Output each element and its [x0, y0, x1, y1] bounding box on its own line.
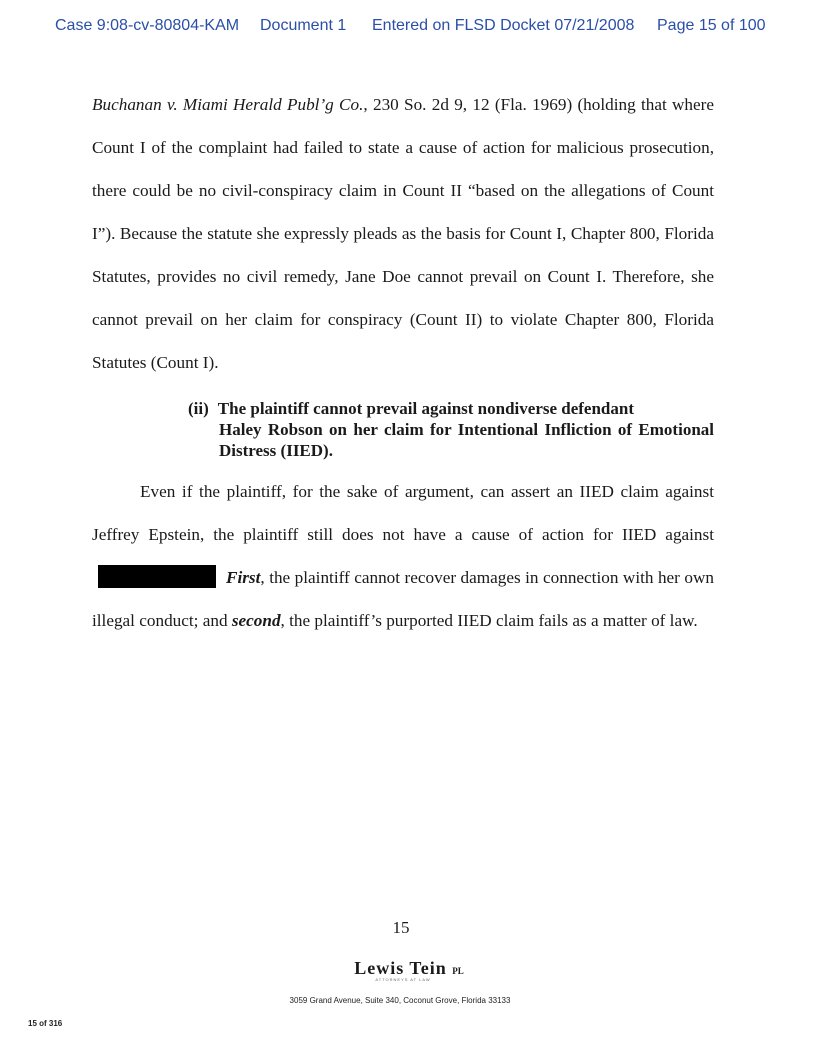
- document-number: Document 1: [260, 17, 347, 34]
- case-citation: Buchanan v. Miami Herald Publ’g Co.: [92, 95, 364, 114]
- paragraph-text-part1: Even if the plaintiff, for the sake of argument, can assert an IIED claim against Jeffrey Epstein, the plaintiff still does not have a cause of action for IIED against: [92, 482, 714, 544]
- heading-continuation: Haley Robson on her claim for Intentional Infliction of Emotional Distress (IIED).: [219, 420, 714, 460]
- emphasis-second: second: [231, 611, 281, 630]
- paragraph-text: , 230 So. 2d 9, 12 (Fla. 1969) (holding that where Count I of the complaint had failed to state a cause of action for malicious prosecution, there could be no civil-conspiracy claim in Count II “based on the allegations of Count I”). Because the statute she expressly pleads as the basis for Count I, Chapter 800, Florida Statutes, provides no civil remedy, Jane Doe cannot prevail on Count I. Therefore, she cannot prevail on her claim for conspiracy (Count II) to violate Chapter 800, Florida Statutes (Count I).: [92, 95, 714, 372]
- firm-logo: [0, 958, 818, 979]
- page-number: 15: [392, 918, 410, 937]
- paragraph-iied: [92, 470, 714, 642]
- docket-header: [0, 17, 820, 39]
- firm-address: 3059 Grand Avenue, Suite 340, Coconut Grove, Florida 33133: [289, 996, 511, 1005]
- redaction-box: [98, 565, 216, 588]
- emphasis-first: First: [226, 568, 261, 587]
- paragraph-buchanan: [92, 83, 714, 384]
- heading-line1: The plaintiff cannot prevail against nondiverse defendant: [217, 399, 635, 418]
- heading-label: (ii): [188, 399, 209, 418]
- case-number: Case 9:08-cv-80804-KAM: [55, 17, 240, 34]
- firm-name: Lewis Tein: [354, 958, 447, 978]
- paragraph-text-part3: , the plaintiff’s purported IIED claim fails as a matter of law.: [280, 611, 698, 630]
- pdf-page-count: 15 of 316: [28, 1019, 63, 1028]
- firm-tagline: ATTORNEYS AT LAW: [375, 977, 431, 982]
- page-indicator: Page 15 of 100: [657, 17, 766, 34]
- paragraph-text-part2: , the plaintiff cannot recover damages in connection with her own illegal conduct; and: [92, 568, 714, 630]
- firm-suffix: PL: [452, 966, 464, 976]
- section-heading: [188, 398, 714, 461]
- entered-date: Entered on FLSD Docket 07/21/2008: [372, 17, 635, 34]
